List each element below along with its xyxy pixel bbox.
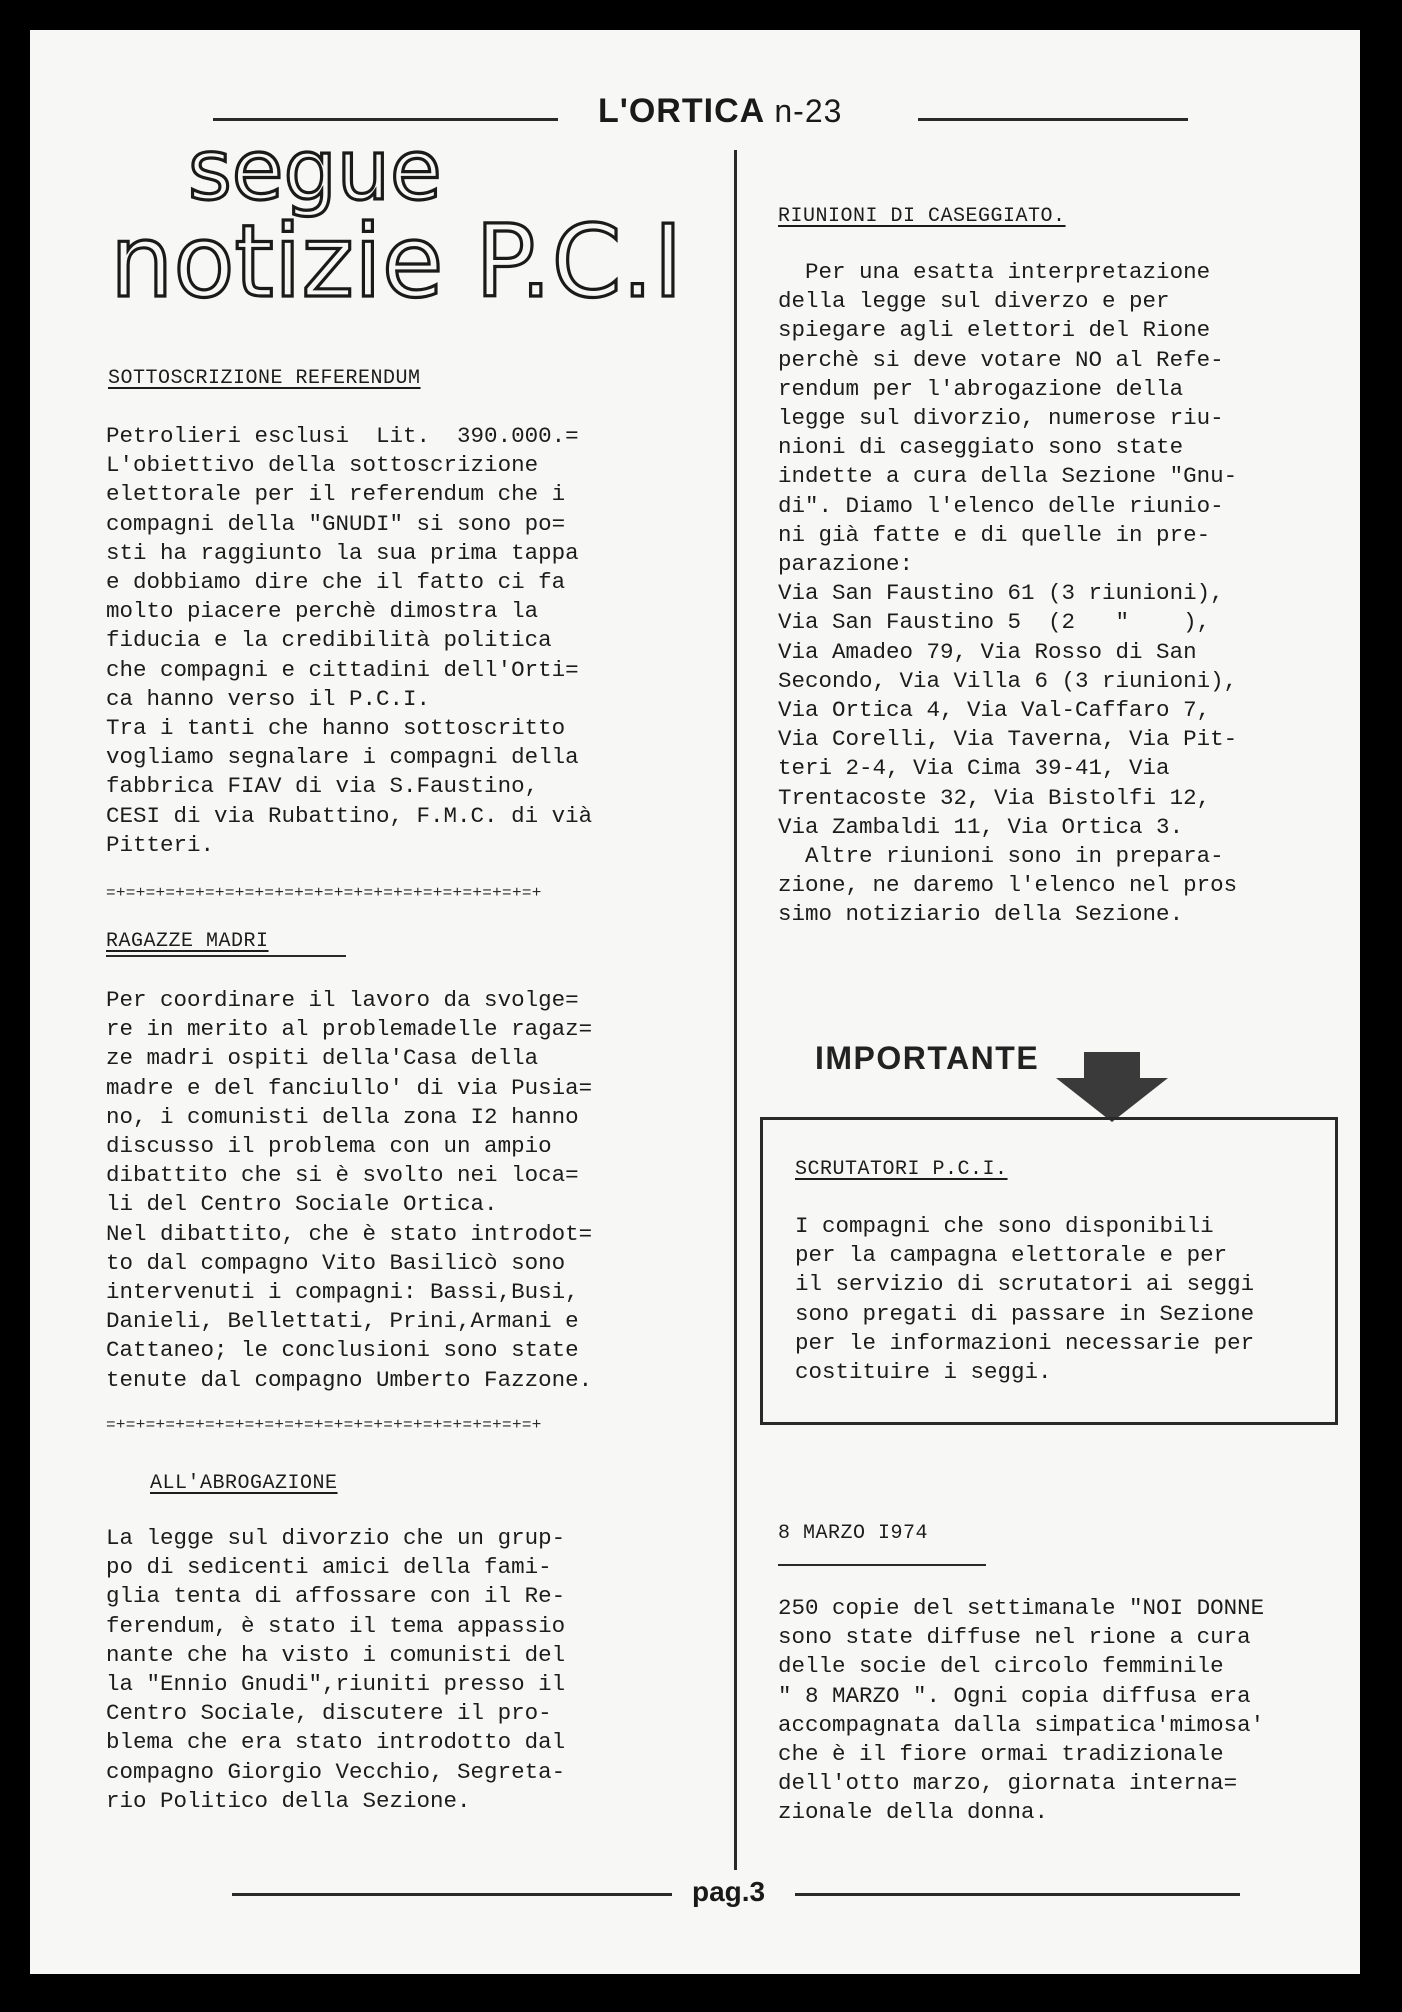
section-heading-ragazze-madri: RAGAZZE MADRI (106, 930, 269, 953)
text-line: rio Politico della Sezione. (106, 1787, 471, 1814)
section-body-ragazze-madri (106, 986, 592, 1395)
text-line: zione, ne daremo l'elenco nel pros (778, 872, 1238, 899)
section-heading-abrogazione: ALL'ABROGAZIONE (150, 1472, 338, 1495)
text-line: discusso il problema con un ampio (106, 1133, 552, 1160)
masthead-line-1: segue (188, 121, 442, 219)
text-line: madre e del fanciullo' di via Pusia= (106, 1074, 593, 1101)
text-line: Via Zambaldi 11, Via Ortica 3. (778, 813, 1184, 840)
text-line: la "Ennio Gnudi",riuniti presso il (106, 1671, 566, 1698)
text-line: molto piacere perchè dimostra la (106, 598, 539, 625)
text-line: " 8 MARZO ". Ogni copia diffusa era (778, 1682, 1251, 1709)
text-line: re in merito al problemadelle ragaz= (106, 1016, 593, 1043)
section-heading-scrutatori: SCRUTATORI P.C.I. (795, 1158, 1008, 1181)
text-line: ze madri ospiti della'Casa della (106, 1045, 539, 1072)
text-line: L'obiettivo della sottoscrizione (106, 452, 539, 479)
text-line: spiegare agli elettori del Rione (778, 317, 1211, 344)
text-line: Secondo, Via Villa 6 (3 riunioni), (778, 667, 1238, 694)
text-line: Cattaneo; le conclusioni sono state (106, 1337, 579, 1364)
column-divider (734, 150, 737, 1870)
text-line: il servizio di scrutatori ai seggi (795, 1271, 1255, 1298)
page-number: pag.3 (692, 1876, 766, 1907)
text-line: accompagnata dalla simpatica'mimosa' (778, 1711, 1265, 1738)
text-line: costituire i seggi. (795, 1359, 1052, 1386)
text-line: Via Corelli, Via Taverna, Via Pit- (778, 726, 1238, 753)
text-line: Trentacoste 32, Via Bistolfi 12, (778, 784, 1211, 811)
text-line: sti ha raggiunto la sua prima tappa (106, 539, 579, 566)
text-line: nioni di caseggiato sono state (778, 434, 1184, 461)
text-line: delle socie del circolo femminile (778, 1653, 1224, 1680)
important-label: IMPORTANTE (815, 1040, 1040, 1076)
section-body-8-marzo (778, 1594, 1264, 1828)
text-line: simo notiziario della Sezione. (778, 901, 1184, 928)
section-body-riunioni (778, 258, 1237, 930)
text-line: ferendum, è stato il tema appassio (106, 1612, 566, 1639)
text-line: Via San Faustino 61 (3 riunioni), (778, 580, 1224, 607)
text-line: zionale della donna. (778, 1799, 1049, 1826)
newsletter-title: L'ORTICA n-23 (598, 92, 843, 130)
text-line: elettorale per il referendum che i (106, 481, 566, 508)
text-line: perchè si deve votare NO al Refe- (778, 346, 1224, 373)
text-line: fabbrica FIAV di via S.Faustino, (106, 773, 539, 800)
text-line: compagni della "GNUDI" si sono po= (106, 510, 566, 537)
text-line: glia tenta di affossare con il Re- (106, 1583, 566, 1610)
text-line: e dobbiamo dire che il fatto ci fa (106, 569, 566, 596)
text-line: della legge sul diverzo e per (778, 288, 1170, 315)
text-line: Altre riunioni sono in prepara- (778, 843, 1224, 870)
down-arrow-icon (1056, 1052, 1168, 1122)
text-line: no, i comunisti della zona I2 hanno (106, 1103, 579, 1130)
footer-rule-right (795, 1893, 1240, 1896)
text-line: Per una esatta interpretazione (778, 259, 1211, 285)
section-heading-riunioni: RIUNIONI DI CASEGGIATO. (778, 205, 1066, 228)
text-line: Centro Sociale, discutere il pro- (106, 1700, 552, 1727)
text-line: rendum per l'abrogazione della (778, 375, 1184, 402)
text-line: ca hanno verso il P.C.I. (106, 685, 431, 712)
text-line: sono pregati di passare in Sezione (795, 1300, 1255, 1327)
text-line: sono state diffuse nel rione a cura (778, 1624, 1251, 1651)
heading-rule (778, 1564, 986, 1566)
text-line: che compagni e cittadini dell'Orti= (106, 656, 579, 683)
heading-rule (106, 955, 346, 957)
text-line: per le informazioni necessarie per (795, 1329, 1255, 1356)
text-line: Nel dibattito, che è stato introdot= (106, 1220, 593, 1247)
text-line: La legge sul divorzio che un grup- (106, 1525, 566, 1551)
text-line: I compagni che sono disponibili (795, 1213, 1214, 1239)
text-line: tenute dal compagno Umberto Fazzone. (106, 1366, 593, 1393)
text-line: Via Amadeo 79, Via Rosso di San (778, 638, 1197, 665)
text-line: fiducia e la credibilità politica (106, 627, 552, 654)
text-line: legge sul divorzio, numerose riu- (778, 405, 1224, 432)
text-line: po di sedicenti amici della fami- (106, 1554, 552, 1581)
section-body-abrogazione (106, 1524, 565, 1816)
text-line: Petrolieri esclusi Lit. 390.000.= (106, 423, 579, 449)
text-line: nante che ha visto i comunisti del (106, 1641, 566, 1668)
section-heading-sottoscrizione: SOTTOSCRIZIONE REFERENDUM (108, 367, 421, 390)
text-line: dibattito che si è svolto nei loca= (106, 1162, 579, 1189)
text-line: li del Centro Sociale Ortica. (106, 1191, 498, 1218)
text-line: Pitteri. (106, 831, 215, 858)
text-line: Via San Faustino 5 (2 " ), (778, 609, 1211, 636)
scrutatori-notice-box (760, 1117, 1338, 1425)
section-separator: =+=+=+=+=+=+=+=+=+=+=+=+=+=+=+=+=+=+=+=+=+=+ (106, 1416, 542, 1434)
text-line: Danieli, Bellettati, Prini,Armani e (106, 1308, 579, 1335)
text-line: parazione: (778, 551, 914, 578)
text-line: che è il fiore ormai tradizionale (778, 1741, 1224, 1768)
text-line: blema che era stato introdotto dal (106, 1729, 566, 1756)
issue-number: n-23 (774, 93, 843, 129)
text-line: di". Diamo l'elenco delle riunio- (778, 492, 1224, 519)
text-line: teri 2-4, Via Cima 39-41, Via (778, 755, 1170, 782)
footer-rule-left (232, 1893, 672, 1896)
header-rule-right (918, 118, 1188, 121)
section-heading-8-marzo: 8 MARZO I974 (778, 1522, 929, 1545)
text-line: 250 copie del settimanale "NOI DONNE (778, 1595, 1265, 1621)
text-line: Tra i tanti che hanno sottoscritto (106, 715, 566, 742)
text-line: CESI di via Rubattino, F.M.C. di vià (106, 802, 593, 829)
text-line: compagno Giorgio Vecchio, Segreta- (106, 1758, 566, 1785)
section-body-sottoscrizione (106, 422, 592, 860)
masthead (110, 121, 683, 320)
text-line: per la campagna elettorale e per (795, 1242, 1228, 1269)
masthead-line-2: notizie P.C.I (110, 203, 683, 320)
section-separator: =+=+=+=+=+=+=+=+=+=+=+=+=+=+=+=+=+=+=+=+=+=+ (106, 884, 542, 902)
section-body-scrutatori (795, 1212, 1254, 1387)
text-line: ni già fatte e di quelle in pre- (778, 521, 1211, 548)
text-line: vogliamo segnalare i compagni della (106, 744, 579, 771)
text-line: indette a cura della Sezione "Gnu- (778, 463, 1238, 490)
text-line: Via Ortica 4, Via Val-Caffaro 7, (778, 697, 1211, 724)
text-line: intervenuti i compagni: Bassi,Busi, (106, 1279, 579, 1306)
text-line: dell'otto marzo, giornata interna= (778, 1770, 1238, 1797)
text-line: to dal compagno Vito Basilicò sono (106, 1249, 566, 1276)
text-line: Per coordinare il lavoro da svolge= (106, 987, 579, 1013)
